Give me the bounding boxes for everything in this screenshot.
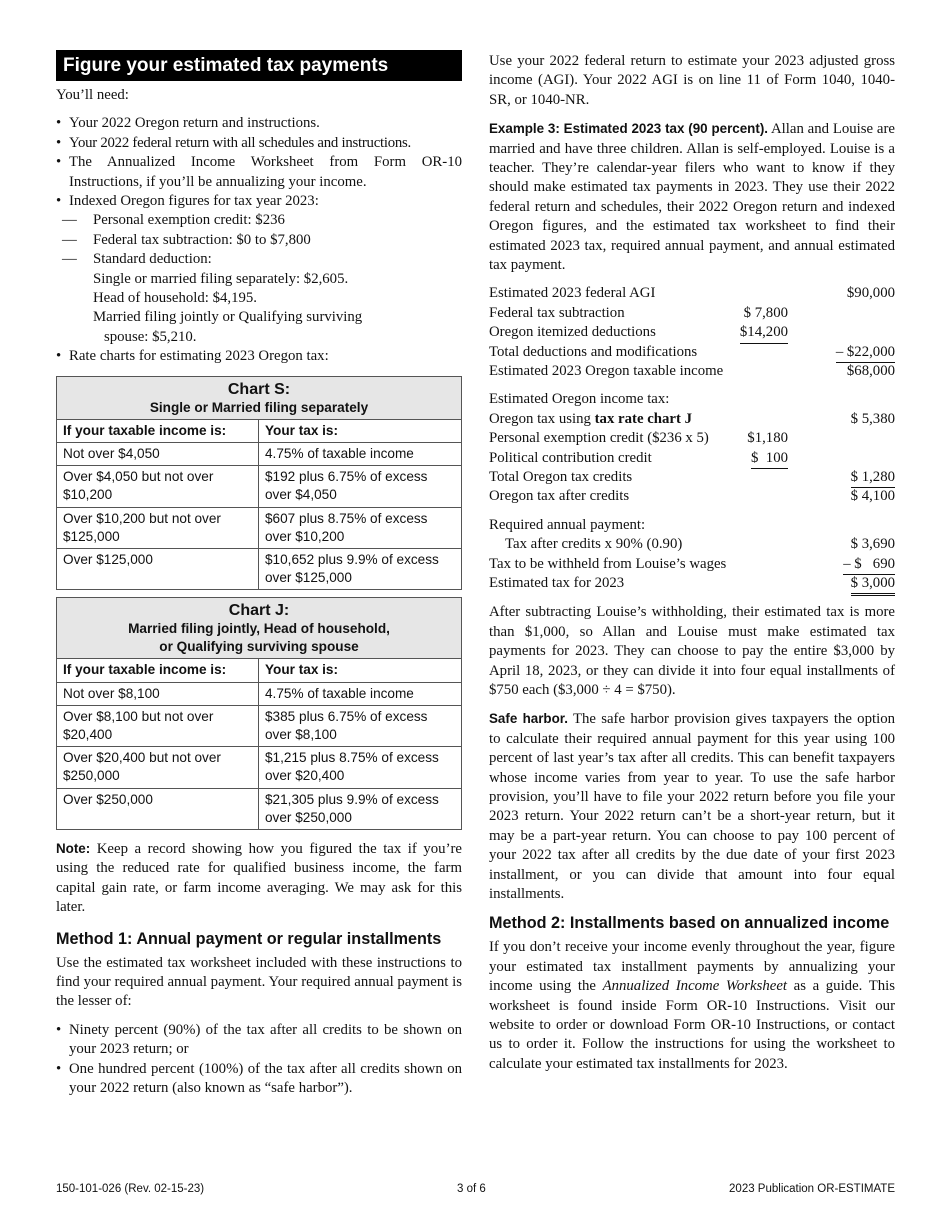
page-number: 3 of 6 [457, 1183, 486, 1195]
intro-paragraph: Use your 2022 federal return to estimate your 2023 adjusted gross income (AGI). Your 2022 AGI is on line 11 of Form 1040, 1040-SR, or 1040-NR. [489, 53, 895, 108]
calc-value: – $22,000 [836, 343, 895, 363]
std-mfj-cont: spouse: $5,210. [104, 328, 197, 345]
calc-value: $ 100 [751, 449, 788, 469]
calc-label: Total deductions and modifications [489, 343, 698, 360]
column-header: Your tax is: [259, 419, 462, 442]
indexed-federal-subtraction: — Federal tax subtraction: $0 to $7,800 [56, 231, 462, 250]
calc-tax-block [489, 390, 895, 506]
std-single: Single or married filing separately: $2,605. [93, 270, 349, 287]
income-cell: Over $4,050 but not over $10,200 [57, 466, 259, 507]
tax-cell: 4.75% of taxable income [259, 682, 462, 705]
calc-value: $ 5,380 [850, 410, 895, 427]
calc-value: $ 1,280 [851, 468, 895, 488]
income-cell: Over $20,400 but not over $250,000 [57, 747, 259, 788]
tax-cell: $385 plus 6.75% of excess over $8,100 [259, 705, 462, 746]
calc-value: – $ 690 [843, 555, 895, 575]
publication-name: 2023 Publication OR-ESTIMATE [729, 1183, 895, 1195]
calc-value: $ 3,690 [850, 536, 895, 553]
tax-cell: $607 plus 8.75% of excess over $10,200 [259, 507, 462, 548]
note-text: Keep a record showing how you figured the tax if you’re using the reduced rate for qualified business income, the farm capital gain rate, or farm income averaging. We may ask for this later. [56, 840, 462, 916]
income-cell: Over $10,200 but not over $125,000 [57, 507, 259, 548]
calc-label: Oregon itemized deductions [489, 324, 656, 341]
calc-agi-block [489, 284, 895, 381]
income-cell: Over $125,000 [57, 548, 259, 589]
table-row [57, 682, 462, 705]
list-item: • Your 2022 Oregon return and instructions. [56, 114, 462, 133]
calc-required-block [489, 516, 895, 594]
calc-label: Political contribution credit [489, 449, 652, 466]
list-item: • Ninety percent (90%) of the tax after all credits to be shown on your 2023 return; or [56, 1021, 462, 1060]
table-row [57, 788, 462, 829]
chart-j-header [57, 598, 462, 659]
method2-text: If you don’t receive your income evenly throughout the year, figure your estimated tax installment payments by annualizing your income using the Annualized Income Worksheet as a guide. This worksheet is found inside Form OR-10 Instructions. Visit our website to order or download Form OR-10 Instructions, or contact us to order it. Follow the instructions for using the worksheet to calculate your estimated tax installments for 2023. [489, 939, 896, 1072]
column-header: If your taxable income is: [57, 419, 259, 442]
chart-s-header [57, 376, 462, 419]
calc-label: Total Oregon tax credits [489, 468, 633, 485]
calc-value: $14,200 [740, 323, 788, 343]
calc-label: Federal tax subtraction [489, 304, 625, 321]
calc-value: $90,000 [846, 285, 895, 302]
right-column [489, 52, 895, 1074]
std-mfj: Married filing jointly or Qualifying surviving [93, 309, 363, 326]
need-intro: You’ll need: [56, 87, 129, 103]
income-cell: Over $8,100 but not over $20,400 [57, 705, 259, 746]
calc-label: Tax after credits x 90% (0.90) [505, 536, 683, 553]
calc-label: Estimated 2023 federal AGI [489, 285, 656, 302]
chart-j-subtitle: or Qualifying surviving spouse [159, 639, 359, 655]
chart-j-title: Chart J: [228, 602, 290, 620]
list-item: • Your 2022 federal return with all schedules and instructions. [56, 134, 462, 153]
indexed-personal-exemption: — Personal exemption credit: $236 [56, 211, 462, 230]
table-row [57, 705, 462, 746]
calc-label: Estimated tax for 2023 [489, 574, 625, 591]
income-cell: Not over $8,100 [57, 682, 259, 705]
table-row [57, 747, 462, 788]
indexed-standard-deduction: — Standard deduction: [56, 250, 462, 269]
calc-label: Estimated 2023 Oregon taxable income [489, 363, 724, 380]
list-item: • Indexed Oregon figures for tax year 2023: [56, 192, 462, 211]
tax-cell: $1,215 plus 8.75% of excess over $20,400 [259, 747, 462, 788]
chart-j-table [56, 597, 462, 830]
std-hoh: Head of household: $4,195. [93, 290, 257, 307]
list-item: • The Annualized Income Worksheet from Form OR-10 Instructions, if you’ll be annualizing your income. [56, 153, 462, 192]
table-row [57, 466, 462, 507]
calc-label: Oregon tax using tax rate chart J [489, 410, 692, 427]
income-cell: Over $250,000 [57, 788, 259, 829]
example-paragraph [489, 119, 895, 275]
calc-heading: Required annual payment: [489, 516, 646, 533]
tax-cell: $21,305 plus 9.9% of excess over $250,000 [259, 788, 462, 829]
note-label: Note: [56, 840, 91, 856]
calc-label: Personal exemption credit ($236 x 5) [489, 430, 709, 447]
tax-cell: $192 plus 6.75% of excess over $4,050 [259, 466, 462, 507]
calc-label: Tax to be withheld from Louise’s wages [489, 555, 727, 572]
calc-heading: Estimated Oregon income tax: [489, 391, 670, 408]
chart-s-title: Chart S: [227, 380, 291, 398]
need-list [56, 114, 462, 211]
safe-harbor-label: Safe harbor. [489, 711, 568, 727]
left-column [56, 50, 462, 1098]
chart-s-table [56, 376, 462, 591]
method1-text: Use the estimated tax worksheet included with these instructions to find your required annual payment. Your required annual payment is the lesser of: [56, 954, 462, 1010]
calc-value: $ 4,100 [850, 488, 895, 505]
tax-cell: 4.75% of taxable income [259, 442, 462, 465]
chart-s-subtitle: Single or Married filing separately [149, 399, 369, 415]
calc-value: $ 7,800 [743, 304, 788, 321]
tax-cell: $10,652 plus 9.9% of excess over $125,000 [259, 548, 462, 589]
safe-harbor-paragraph [489, 709, 895, 904]
calc-value: $1,180 [747, 430, 788, 447]
income-cell: Not over $4,050 [57, 442, 259, 465]
calc-label: Oregon tax after credits [489, 488, 630, 505]
column-header: Your tax is: [259, 659, 462, 682]
form-number: 150-101-026 (Rev. 02-15-23) [56, 1183, 205, 1195]
table-row [57, 442, 462, 465]
table-row [57, 548, 462, 589]
calc-value: $68,000 [846, 363, 895, 380]
safe-harbor-text: The safe harbor provision gives taxpayers the option to calculate their required annual payment for this year using 100 percent of last year’s tax after all credits. This can benefit taxpayers whose income varies from year to year. To use the safe harbor provision, you’ll have to file your 2022 return before you file your 2023 return. Your 2022 return can’t be a short-year return, but it may be a part-year return. You can choose to pay 100 percent of your 2022 tax after all credits by the due date of your first 2023 installment, or you can divide that amount into four equal installments. [489, 711, 895, 903]
example-label: Example 3: Estimated 2023 tax (90 percent). [489, 121, 768, 137]
note-paragraph [56, 839, 462, 918]
section-banner: Figure your estimated tax payments [56, 50, 462, 81]
calc-value: $ 3,000 [851, 574, 895, 596]
chart-j-subtitle: Married filing jointly, Head of household, [128, 621, 390, 637]
column-header: If your taxable income is: [57, 659, 259, 682]
example-text: Allan and Louise are married and have three children. Allan is self-employed. Louise is a teacher. They’re calendar-year filers who want to know if they should make estimated tax payments in 2023. They use their 2022 federal return and schedules, their 2022 Oregon return and indexed Oregon figures, and the estimated tax worksheet to find their estimated 2023 tax, required annual payment, and annual estimated tax payment. [489, 121, 895, 274]
list-item: • Rate charts for estimating 2023 Oregon tax: [56, 347, 462, 366]
table-row [57, 507, 462, 548]
method1-list [56, 1021, 462, 1099]
list-item: • One hundred percent (100%) of the tax after all credits shown on your 2022 return (also known as “safe harbor”). [56, 1060, 462, 1099]
method1-heading: Method 1: Annual payment or regular installments [56, 929, 442, 948]
after-paragraph: After subtracting Louise’s withholding, their estimated tax is more than $1,000, so Allan and Louise must make estimated tax payments for 2023. They can choose to pay the entire $3,000 by April 18, 2023, or they can divide it into four equal installments of $750 each ($3,000 ÷ 4 = $750). [489, 604, 895, 698]
method2-heading: Method 2: Installments based on annualized income [489, 914, 890, 933]
